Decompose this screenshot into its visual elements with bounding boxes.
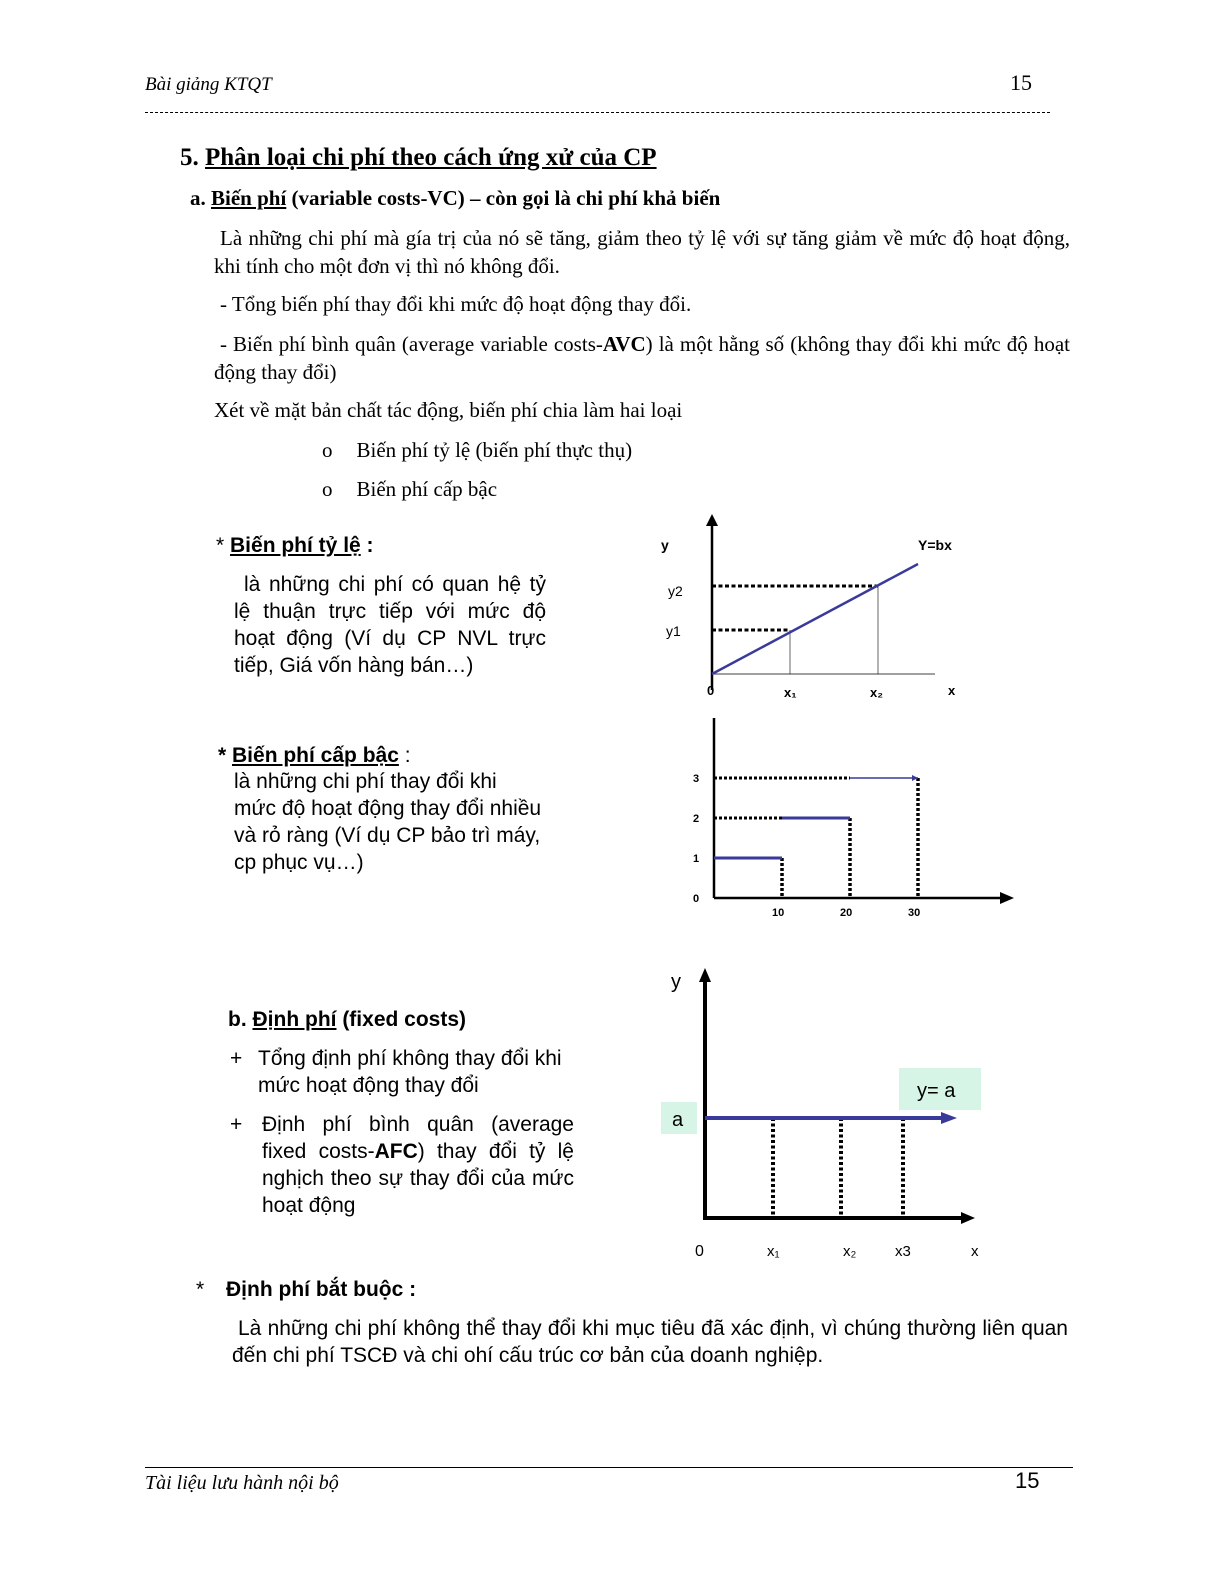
y-tick-2: 2 (693, 813, 700, 825)
origin-label: 0 (707, 683, 715, 698)
equation-label: Y=bx (918, 537, 952, 553)
fixed-item-2 (262, 1111, 574, 1219)
fixed-item-2-marker: + (230, 1113, 243, 1136)
proportional-heading (216, 532, 374, 559)
bullet-average-variable (214, 330, 1070, 386)
afc-text-pre: Định phí bình quân (average fixed costs- (262, 1113, 574, 1163)
x-axis-label: x (971, 1243, 979, 1260)
bullet-total-variable: - Tổng biến phí thay đổi khi mức độ hoạt động thay đổi. (220, 292, 692, 316)
star-marker: * (216, 534, 231, 557)
equation-label: y= a (917, 1080, 956, 1102)
x-axis-arrow (961, 1212, 975, 1224)
y2-tick-label: y2 (668, 583, 683, 599)
mandatory-body: Là những chi phí không thể thay đổi khi mục tiêu đã xác định, vì chúng thường liên quan đến chi phí TSCĐ và chi ohí cấu trúc cơ bản của doanh nghiệp. (232, 1317, 1068, 1367)
fixed-rest: (fixed costs) (336, 1008, 467, 1031)
section-heading (180, 144, 657, 172)
bullet-marker: o (322, 477, 333, 501)
level-label: a (672, 1109, 684, 1131)
x2-tick-label: x₂ (870, 685, 884, 700)
variable-cost-line (712, 564, 918, 674)
proportional-title: Biến phí tỷ lệ (230, 534, 361, 557)
type-item-step (322, 475, 497, 503)
subsection-heading (190, 186, 720, 211)
chart-fixed-cost (655, 962, 1000, 1272)
y-tick-1: 1 (693, 853, 700, 865)
y-axis-arrow (706, 514, 718, 526)
y-axis-label: y (661, 537, 669, 553)
origin-label: 0 (695, 1243, 704, 1260)
y-axis-arrow (699, 968, 711, 982)
types-intro: Xét về mặt bản chất tác động, biến phí chia làm hai loại (214, 398, 683, 422)
avc-text-post: ) là một hằng số (không thay đổi khi mức độ hoạt động thay đổi) (214, 332, 1070, 384)
type-item-proportional (322, 436, 632, 464)
running-header-title: Bài giảng KTQT (145, 74, 272, 95)
step-heading (218, 742, 411, 769)
x-axis-label: x (948, 683, 956, 698)
type-label: Biến phí cấp bậc (356, 477, 498, 501)
definition-paragraph: Là những chi phí mà gía trị của nó sẽ tăng, giảm theo tỷ lệ với sự tăng giảm về mức độ hoạt động, khi tính cho một đơn vị thì nó không đổi. (214, 226, 1070, 278)
y-tick-3: 3 (693, 773, 700, 785)
mandatory-title: Định phí bắt buộc : (226, 1278, 417, 1301)
footer-divider (145, 1467, 1073, 1468)
section-title: Phân loại chi phí theo cách ứng xử của CP (205, 144, 657, 171)
avc-abbrev: AVC (602, 332, 646, 356)
footer-note: Tài liệu lưu hành nội bộ (145, 1472, 339, 1494)
fixed-item-1-marker: + (230, 1047, 243, 1070)
chart-proportional-cost (650, 512, 990, 707)
footer-page-number: 15 (1015, 1468, 1040, 1493)
y-tick-0: 0 (693, 893, 700, 905)
chart-step-cost (680, 710, 1020, 930)
x-tick-10: 10 (772, 907, 785, 919)
heading-colon: : (398, 744, 411, 767)
y1-tick-label: y1 (666, 623, 681, 639)
fixed-item-1: Tổng định phí không thay đổi khi mức hoạt động thay đổi (258, 1047, 562, 1097)
subsection-term: Biến phí (211, 186, 287, 210)
fixed-cost-arrow (941, 1112, 957, 1124)
star-marker: * (218, 744, 233, 767)
header-divider (145, 112, 1050, 113)
x-tick-20: 20 (840, 907, 853, 919)
step-guides (714, 778, 918, 898)
x-axis-arrow (1000, 892, 1014, 904)
step-title: Biến phí cấp bậc (232, 744, 399, 767)
avc-text-pre: - Biến phí bình quân (average variable costs- (220, 332, 603, 356)
x3-tick-label: x3 (895, 1243, 911, 1260)
subsection-label: a. (190, 186, 211, 210)
x1-tick-label: x₁ (784, 685, 797, 700)
afc-abbrev: AFC (374, 1140, 418, 1163)
x1-tick-label: x₁ (767, 1243, 780, 1260)
mandatory-star: * (196, 1278, 205, 1301)
fixed-title: Định phí (252, 1008, 337, 1031)
x2-tick-label: x₂ (843, 1243, 857, 1260)
type-label: Biến phí tỷ lệ (biến phí thực thụ) (356, 438, 633, 462)
bullet-marker: o (322, 438, 333, 462)
fixed-heading (228, 1006, 466, 1033)
x-tick-30: 30 (908, 907, 921, 919)
fixed-label: b. (228, 1008, 253, 1031)
afc-text-post: ) thay đổi tỷ lệ nghịch theo sự thay đổi của mức hoạt động (262, 1140, 574, 1217)
proportional-body: là những chi phí có quan hệ tỷ lệ thuận trực tiếp với mức độ hoạt động (Ví dụ CP NVL trực tiếp, Giá vốn hàng bán…) (234, 573, 546, 677)
subsection-rest: (variable costs-VC) – còn gọi là chi phí khả biến (286, 186, 721, 210)
section-number: 5. (180, 144, 205, 171)
header-page-number: 15 (1010, 70, 1032, 95)
step-body: là những chi phí thay đổi khi mức độ hoạt động thay đổi nhiều và rỏ ràng (Ví dụ CP bảo trì máy, cp phục vụ…) (234, 770, 542, 874)
heading-colon: : (360, 534, 374, 557)
y-axis-label: y (671, 971, 681, 993)
